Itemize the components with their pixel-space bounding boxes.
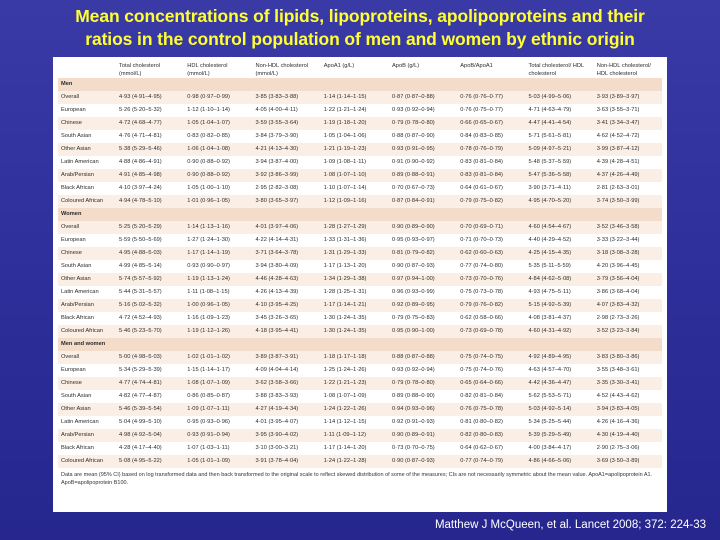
row-label: Chinese xyxy=(58,117,116,130)
table-cell: 0·70 (0·69–0·71) xyxy=(457,221,525,234)
table-cell: 4·22 (4·14–4·31) xyxy=(253,234,321,247)
table-cell: 1·24 (1·22–1·28) xyxy=(321,455,389,468)
table-cell: 4·21 (4·13–4·30) xyxy=(253,143,321,156)
table-cell: 4·47 (4·41–4·54) xyxy=(526,117,594,130)
table-cell: 5·03 (4·99–5·06) xyxy=(526,91,594,104)
table-cell: 3·91 (3·78–4·04) xyxy=(253,455,321,468)
table-row xyxy=(58,286,662,299)
table-cell: 0·83 (0·81–0·84) xyxy=(457,156,525,169)
table-cell: 1·34 (1·29–1·38) xyxy=(321,273,389,286)
table-cell: 5·59 (5·50–5·69) xyxy=(116,234,184,247)
table-cell: 5·08 (4·95–5·22) xyxy=(116,455,184,468)
table-cell: 3·94 (3·83–4·05) xyxy=(594,403,662,416)
row-label: Overall xyxy=(58,221,116,234)
table-cell: 0·90 (0·88–0·92) xyxy=(184,169,252,182)
table-cell: 4·01 (3·97–4·06) xyxy=(253,221,321,234)
column-header: ApoB (g/L) xyxy=(392,63,420,69)
table-cell: 5·15 (4·92–5·39) xyxy=(526,299,594,312)
table-cell: 0·81 (0·80–0·82) xyxy=(457,416,525,429)
table-cell: 3·71 (3·64–3·78) xyxy=(253,247,321,260)
table-cell: 3·33 (3·22–3·44) xyxy=(594,234,662,247)
table-cell: 4·09 (4·04–4·14) xyxy=(253,364,321,377)
table-cell: 0·62 (0·60–0·63) xyxy=(457,247,525,260)
table-cell: 0·93 (0·90–0·97) xyxy=(184,260,252,273)
table-cell: 1·09 (1·07–1·11) xyxy=(184,403,252,416)
table-cell: 5·39 (5·29–5·49) xyxy=(526,429,594,442)
table-cell: 0·93 (0·91–0·94) xyxy=(184,429,252,442)
row-label: Chinese xyxy=(58,377,116,390)
table-cell: 1·28 (1·27–1·29) xyxy=(321,221,389,234)
table-row xyxy=(58,195,662,208)
table-cell: 4·10 (3·97–4·24) xyxy=(116,182,184,195)
row-label: Arab/Persian xyxy=(58,299,116,312)
table-cell: 4·00 (3·84–4·17) xyxy=(526,442,594,455)
table-cell: 0·95 (0·93–0·97) xyxy=(389,234,457,247)
table-cell: 0·73 (0·70–0·76) xyxy=(457,273,525,286)
table-cell: 5·00 (4·98–5·03) xyxy=(116,351,184,364)
slide-title-line-2: ratios in the control population of men and women by ethnic origin xyxy=(85,29,635,49)
table-row xyxy=(58,442,662,455)
table-row xyxy=(58,273,662,286)
table-cell: 0·70 (0·67–0·73) xyxy=(389,182,457,195)
table-cell: 4·10 (3·95–4·25) xyxy=(253,299,321,312)
table-cell: 1·17 (1·14–1·20) xyxy=(321,442,389,455)
row-label: Black African xyxy=(58,442,116,455)
table-row xyxy=(58,221,662,234)
row-label: European xyxy=(58,234,116,247)
table-cell: 0·65 (0·64–0·66) xyxy=(457,377,525,390)
table-cell: 3·99 (3·87–4·12) xyxy=(594,143,662,156)
table-cell: 4·39 (4·28–4·51) xyxy=(594,156,662,169)
table-cell: 0·90 (0·89–0·90) xyxy=(389,221,457,234)
table-cell: 4·40 (4·29–4·52) xyxy=(526,234,594,247)
table-row xyxy=(58,156,662,169)
table-cell: 5·03 (4·92–5·14) xyxy=(526,403,594,416)
table-row xyxy=(58,247,662,260)
table-cell: 1·12 (1·10–1·14) xyxy=(184,104,252,117)
table-row xyxy=(58,325,662,338)
table-cell: 3·79 (3·56–4·04) xyxy=(594,273,662,286)
table-cell: 0·79 (0·75–0·83) xyxy=(389,312,457,325)
slide-title-line-1: Mean concentrations of lipids, lipoproteins, apolipoproteins and their xyxy=(75,6,645,26)
table-cell: 1·25 (1·24–1·26) xyxy=(321,364,389,377)
table-cell: 0·96 (0·93–0·99) xyxy=(389,286,457,299)
table-cell: 1·18 (1·17–1·18) xyxy=(321,351,389,364)
table-cell: 0·75 (0·74–0·76) xyxy=(457,364,525,377)
table-cell: 5·09 (4·97–5·21) xyxy=(526,143,594,156)
table-cell: 0·73 (0·70–0·75) xyxy=(389,442,457,455)
table-row xyxy=(58,91,662,104)
table-row xyxy=(58,416,662,429)
table-cell: 0·66 (0·65–0·67) xyxy=(457,117,525,130)
table-cell: 1·06 (1·04–1·08) xyxy=(184,143,252,156)
table-cell: 0·89 (0·88–0·91) xyxy=(389,169,457,182)
table-cell: 3·55 (3·48–3·61) xyxy=(594,364,662,377)
column-header: ApoA1 (g/L) xyxy=(323,63,355,69)
table-cell: 4·71 (4·63–4·79) xyxy=(526,104,594,117)
table-cell: 0·94 (0·93–0·96) xyxy=(389,403,457,416)
section-row xyxy=(58,78,662,91)
table-cell: 4·37 (4·26–4·49) xyxy=(594,169,662,182)
table-cell: 3·94 (3·87–4·00) xyxy=(253,156,321,169)
table-cell: 0·79 (0·75–0·82) xyxy=(457,195,525,208)
table-cell: 0·91 (0·90–0·92) xyxy=(389,156,457,169)
column-header xyxy=(58,61,116,78)
section-row xyxy=(58,338,662,351)
table-cell: 0·77 (0·74–0·79) xyxy=(457,455,525,468)
table-cell: 0·79 (0·76–0·82) xyxy=(457,299,525,312)
table-cell: 5·34 (5·29–5·39) xyxy=(116,364,184,377)
row-label: Black African xyxy=(58,182,116,195)
table-cell: 0·90 (0·87–0·93) xyxy=(389,260,457,273)
table-cell: 4·07 (3·83–4·32) xyxy=(594,299,662,312)
table-cell: 0·84 (0·83–0·85) xyxy=(457,130,525,143)
table-cell: 4·93 (4·75–5·11) xyxy=(526,286,594,299)
row-label: Black African xyxy=(58,312,116,325)
table-cell: 0·78 (0·76–0·79) xyxy=(457,143,525,156)
table-cell: 1·33 (1·31–1·36) xyxy=(321,234,389,247)
table-cell: 3·69 (3·50–3·89) xyxy=(594,455,662,468)
table-cell: 1·11 (1·09–1·12) xyxy=(321,429,389,442)
table-cell: 0·95 (0·90–1·00) xyxy=(389,325,457,338)
table-cell: 4·62 (4·52–4·72) xyxy=(594,130,662,143)
row-label: Coloured African xyxy=(58,325,116,338)
row-label: South Asian xyxy=(58,130,116,143)
table-cell: 0·77 (0·74–0·80) xyxy=(457,260,525,273)
table-cell: 4·92 (4·89–4·95) xyxy=(526,351,594,364)
table-cell: 0·89 (0·88–0·90) xyxy=(389,390,457,403)
table-cell: 3·80 (3·65–3·97) xyxy=(253,195,321,208)
table-cell: 4·63 (4·57–4·70) xyxy=(526,364,594,377)
table-cell: 3·94 (3·80–4·09) xyxy=(253,260,321,273)
table-cell: 3·93 (3·89–3·97) xyxy=(594,91,662,104)
table-cell: 1·07 (1·03–1·11) xyxy=(184,442,252,455)
table-cell: 0·75 (0·74–0·75) xyxy=(457,351,525,364)
column-header: Total cholesterol/ HDL cholesterol xyxy=(528,63,584,77)
table-cell: 1·30 (1·24–1·35) xyxy=(321,312,389,325)
table-cell: 5·35 (5·11–5·59) xyxy=(526,260,594,273)
table-cell: 1·17 (1·14–1·21) xyxy=(321,299,389,312)
table-cell: 3·45 (3·26–3·65) xyxy=(253,312,321,325)
table-cell: 1·10 (1·07–1·14) xyxy=(321,182,389,195)
table-row xyxy=(58,169,662,182)
section-label: Men xyxy=(58,78,662,91)
table-cell: 4·60 (4·31–4·92) xyxy=(526,325,594,338)
column-header: HDL cholesterol (mmol/L) xyxy=(187,63,228,77)
table-row xyxy=(58,390,662,403)
table-cell: 0·93 (0·92–0·94) xyxy=(389,364,457,377)
table-cell: 4·84 (4·62–5·08) xyxy=(526,273,594,286)
table-cell: 4·86 (4·66–5·06) xyxy=(526,455,594,468)
table-cell: 0·73 (0·69–0·78) xyxy=(457,325,525,338)
table-cell: 0·93 (0·91–0·95) xyxy=(389,143,457,156)
table-cell: 4·27 (4·19–4·34) xyxy=(253,403,321,416)
table-cell: 2·90 (2·75–3·06) xyxy=(594,442,662,455)
table-cell: 3·62 (3·58–3·66) xyxy=(253,377,321,390)
table-cell: 1·19 (1·13–1·24) xyxy=(184,273,252,286)
table-cell: 5·26 (5·20–5·32) xyxy=(116,104,184,117)
table-cell: 1·22 (1·21–1·23) xyxy=(321,377,389,390)
table-cell: 4·60 (4·54–4·67) xyxy=(526,221,594,234)
column-header: Total cholesterol (mmol/L) xyxy=(119,63,161,77)
table-cell: 4·72 (4·68–4·77) xyxy=(116,117,184,130)
table-row xyxy=(58,143,662,156)
table-cell: 1·00 (0·96–1·05) xyxy=(184,299,252,312)
table-cell: 4·98 (4·92–5·04) xyxy=(116,429,184,442)
table-cell: 0·81 (0·79–0·82) xyxy=(389,247,457,260)
table-cell: 1·30 (1·24–1·35) xyxy=(321,325,389,338)
table-cell: 4·77 (4·74–4·81) xyxy=(116,377,184,390)
table-row xyxy=(58,182,662,195)
table-cell: 1·01 (0·96–1·05) xyxy=(184,195,252,208)
table-cell: 1·11 (1·08–1·15) xyxy=(184,286,252,299)
table-cell: 2·98 (2·73–3·26) xyxy=(594,312,662,325)
table-cell: 1·05 (1·00–1·10) xyxy=(184,182,252,195)
table-cell: 3·83 (3·80–3·86) xyxy=(594,351,662,364)
table-cell: 3·41 (3·34–3·47) xyxy=(594,117,662,130)
table-cell: 0·79 (0·78–0·80) xyxy=(389,377,457,390)
table-cell: 5·25 (5·20–5·29) xyxy=(116,221,184,234)
table-cell: 4·18 (3·95–4·41) xyxy=(253,325,321,338)
table-cell: 1·08 (1·07–1·09) xyxy=(184,377,252,390)
table-cell: 0·87 (0·87–0·88) xyxy=(389,91,457,104)
table-cell: 3·92 (3·86–3·99) xyxy=(253,169,321,182)
table-cell: 4·82 (4·77–4·87) xyxy=(116,390,184,403)
row-label: Latin American xyxy=(58,156,116,169)
row-label: Latin American xyxy=(58,416,116,429)
table-cell: 0·64 (0·61–0·67) xyxy=(457,182,525,195)
row-label: Other Asian xyxy=(58,273,116,286)
table-cell: 0·83 (0·81–0·84) xyxy=(457,169,525,182)
table-row xyxy=(58,312,662,325)
data-table-card xyxy=(53,57,667,512)
table-cell: 4·28 (4·17–4·40) xyxy=(116,442,184,455)
table-cell: 4·30 (4·19–4·40) xyxy=(594,429,662,442)
table-body xyxy=(58,78,662,468)
table-cell: 4·72 (4·52–4·93) xyxy=(116,312,184,325)
table-cell: 5·44 (5·31–5·57) xyxy=(116,286,184,299)
table-cell: 1·05 (1·04–1·07) xyxy=(184,117,252,130)
table-cell: 1·14 (1·14–1·15) xyxy=(321,91,389,104)
table-cell: 4·99 (4·85–5·14) xyxy=(116,260,184,273)
table-row xyxy=(58,455,662,468)
table-cell: 0·90 (0·88–0·92) xyxy=(184,156,252,169)
table-cell: 3·88 (3·83–3·93) xyxy=(253,390,321,403)
table-cell: 5·46 (5·39–5·54) xyxy=(116,403,184,416)
table-cell: 0·93 (0·92–0·94) xyxy=(389,104,457,117)
table-cell: 0·71 (0·70–0·73) xyxy=(457,234,525,247)
table-cell: 0·90 (0·87–0·93) xyxy=(389,455,457,468)
table-cell: 0·90 (0·89–0·91) xyxy=(389,429,457,442)
table-cell: 3·35 (3·30–3·41) xyxy=(594,377,662,390)
table-cell: 5·71 (5·61–5·81) xyxy=(526,130,594,143)
table-cell: 0·75 (0·73–0·78) xyxy=(457,286,525,299)
row-label: Chinese xyxy=(58,247,116,260)
table-row xyxy=(58,117,662,130)
table-row xyxy=(58,130,662,143)
table-footnote: Data are mean (95% CI) based on log transformed data and then back transformed to the original scale to reflect skewed distribution of some of the measures; CIs are not necessarily symmetric about the mean value. ApoA1=apolipoprotein A1. ApoB=apolipoprotein B100. xyxy=(61,472,653,486)
table-cell: 1·16 (1·09–1·23) xyxy=(184,312,252,325)
table-cell: 4·52 (4·43–4·62) xyxy=(594,390,662,403)
table-cell: 1·15 (1·14–1·17) xyxy=(184,364,252,377)
table-cell: 5·62 (5·53–5·71) xyxy=(526,390,594,403)
table-cell: 1·21 (1·19–1·23) xyxy=(321,143,389,156)
column-header: Non-HDL cholesterol/ HDL cholesterol xyxy=(596,63,651,77)
table-cell: 0·88 (0·87–0·88) xyxy=(389,351,457,364)
row-label: South Asian xyxy=(58,390,116,403)
table-cell: 3·86 (3·68–4·04) xyxy=(594,286,662,299)
table-cell: 1·19 (1·18–1·20) xyxy=(321,117,389,130)
table-cell: 0·87 (0·84–0·91) xyxy=(389,195,457,208)
table-row xyxy=(58,429,662,442)
table-cell: 1·02 (1·01–1·02) xyxy=(184,351,252,364)
table-cell: 5·16 (5·02–5·32) xyxy=(116,299,184,312)
table-cell: 1·17 (1·14–1·19) xyxy=(184,247,252,260)
table-row xyxy=(58,351,662,364)
table-cell: 1·27 (1·24–1·30) xyxy=(184,234,252,247)
table-cell: 0·79 (0·78–0·80) xyxy=(389,117,457,130)
table-cell: 3·89 (3·87–3·91) xyxy=(253,351,321,364)
table-cell: 4·95 (4·88–5·03) xyxy=(116,247,184,260)
table-cell: 5·48 (5·37–5·59) xyxy=(526,156,594,169)
table-cell: 1·14 (1·12–1·15) xyxy=(321,416,389,429)
table-cell: 4·05 (4·00–4·11) xyxy=(253,104,321,117)
table-cell: 4·76 (4·71–4·81) xyxy=(116,130,184,143)
table-cell: 4·46 (4·28–4·63) xyxy=(253,273,321,286)
table-cell: 1·05 (1·04–1·06) xyxy=(321,130,389,143)
table-cell: 4·95 (4·70–5·20) xyxy=(526,195,594,208)
table-cell: 4·20 (3·96–4·45) xyxy=(594,260,662,273)
table-cell: 0·82 (0·80–0·83) xyxy=(457,429,525,442)
table-cell: 1·05 (1·01–1·09) xyxy=(184,455,252,468)
table-cell: 3·52 (3·23–3·84) xyxy=(594,325,662,338)
table-cell: 5·74 (5·57–5·92) xyxy=(116,273,184,286)
table-row xyxy=(58,299,662,312)
table-cell: 5·34 (5·25–5·44) xyxy=(526,416,594,429)
table-cell: 5·04 (4·99–5·10) xyxy=(116,416,184,429)
table-cell: 3·74 (3·50–3·99) xyxy=(594,195,662,208)
table-cell: 3·52 (3·46–3·58) xyxy=(594,221,662,234)
table-row xyxy=(58,377,662,390)
table-cell: 1·14 (1·13–1·16) xyxy=(184,221,252,234)
table-cell: 4·94 (4·78–5·10) xyxy=(116,195,184,208)
table-cell: 4·26 (4·16–4·36) xyxy=(594,416,662,429)
table-cell: 5·46 (5·23–5·70) xyxy=(116,325,184,338)
table-cell: 4·88 (4·86–4·91) xyxy=(116,156,184,169)
table-cell: 3·18 (3·08–3·28) xyxy=(594,247,662,260)
table-row xyxy=(58,403,662,416)
table-cell: 0·98 (0·97–0·99) xyxy=(184,91,252,104)
row-label: Coloured African xyxy=(58,455,116,468)
row-label: Arab/Persian xyxy=(58,429,116,442)
table-cell: 5·47 (5·36–5·58) xyxy=(526,169,594,182)
table-cell: 1·28 (1·25–1·31) xyxy=(321,286,389,299)
section-row xyxy=(58,208,662,221)
table-cell: 1·22 (1·21–1·24) xyxy=(321,104,389,117)
row-label: South Asian xyxy=(58,260,116,273)
lipid-table xyxy=(58,61,662,468)
table-cell: 4·93 (4·91–4·95) xyxy=(116,91,184,104)
table-row xyxy=(58,104,662,117)
row-label: European xyxy=(58,364,116,377)
table-cell: 0·64 (0·62–0·67) xyxy=(457,442,525,455)
table-cell: 0·82 (0·81–0·84) xyxy=(457,390,525,403)
column-header: Non-HDL cholesterol (mmol/L) xyxy=(255,63,309,77)
table-cell: 4·08 (3·81–4·37) xyxy=(526,312,594,325)
table-cell: 0·92 (0·89–0·95) xyxy=(389,299,457,312)
table-header-row xyxy=(58,61,662,78)
table-cell: 3·85 (3·83–3·88) xyxy=(253,91,321,104)
row-label: Arab/Persian xyxy=(58,169,116,182)
table-cell: 3·10 (3·00–3·21) xyxy=(253,442,321,455)
table-cell: 3·63 (3·55–3·71) xyxy=(594,104,662,117)
table-cell: 0·76 (0·76–0·77) xyxy=(457,91,525,104)
table-cell: 4·01 (3·95–4·07) xyxy=(253,416,321,429)
table-cell: 0·86 (0·85–0·87) xyxy=(184,390,252,403)
table-row xyxy=(58,234,662,247)
table-cell: 1·17 (1·13–1·20) xyxy=(321,260,389,273)
table-cell: 3·59 (3·55–3·64) xyxy=(253,117,321,130)
table-row xyxy=(58,260,662,273)
table-cell: 0·76 (0·75–0·77) xyxy=(457,104,525,117)
table-cell: 1·08 (1·07–1·09) xyxy=(321,390,389,403)
table-cell: 0·76 (0·75–0·78) xyxy=(457,403,525,416)
section-label: Men and women xyxy=(58,338,662,351)
table-cell: 1·08 (1·07–1·10) xyxy=(321,169,389,182)
table-cell: 0·62 (0·58–0·66) xyxy=(457,312,525,325)
row-label: Other Asian xyxy=(58,143,116,156)
row-label: Other Asian xyxy=(58,403,116,416)
table-cell: 1·09 (1·08–1·11) xyxy=(321,156,389,169)
table-cell: 0·88 (0·87–0·90) xyxy=(389,130,457,143)
table-cell: 2·81 (2·63–3·01) xyxy=(594,182,662,195)
table-cell: 0·95 (0·93–0·96) xyxy=(184,416,252,429)
table-cell: 1·24 (1·22–1·26) xyxy=(321,403,389,416)
row-label: Latin American xyxy=(58,286,116,299)
citation: Matthew J McQueen, et al. Lancet 2008; 372: 224-33 xyxy=(434,519,706,531)
table-cell: 1·19 (1·12–1·26) xyxy=(184,325,252,338)
table-cell: 3·95 (3·90–4·02) xyxy=(253,429,321,442)
table-cell: 0·97 (0·94–1·00) xyxy=(389,273,457,286)
row-label: European xyxy=(58,104,116,117)
section-label: Women xyxy=(58,208,662,221)
row-label: Overall xyxy=(58,351,116,364)
table-cell: 4·25 (4·15–4·35) xyxy=(526,247,594,260)
table-cell: 4·26 (4·13–4·39) xyxy=(253,286,321,299)
column-header: ApoB/ApoA1 xyxy=(460,63,493,69)
table-row xyxy=(58,364,662,377)
row-label: Overall xyxy=(58,91,116,104)
table-cell: 0·92 (0·91–0·93) xyxy=(389,416,457,429)
table-cell: 3·90 (3·71–4·11) xyxy=(526,182,594,195)
table-cell: 1·12 (1·09–1·16) xyxy=(321,195,389,208)
table-cell: 2·95 (2·82–3·08) xyxy=(253,182,321,195)
row-label: Coloured African xyxy=(58,195,116,208)
table-cell: 0·83 (0·82–0·85) xyxy=(184,130,252,143)
slide-title xyxy=(0,5,720,51)
table-cell: 5·38 (5·29–5·46) xyxy=(116,143,184,156)
table-cell: 4·42 (4·36–4·47) xyxy=(526,377,594,390)
table-cell: 1·31 (1·29–1·33) xyxy=(321,247,389,260)
table-cell: 4·91 (4·85–4·98) xyxy=(116,169,184,182)
table-cell: 3·84 (3·79–3·90) xyxy=(253,130,321,143)
